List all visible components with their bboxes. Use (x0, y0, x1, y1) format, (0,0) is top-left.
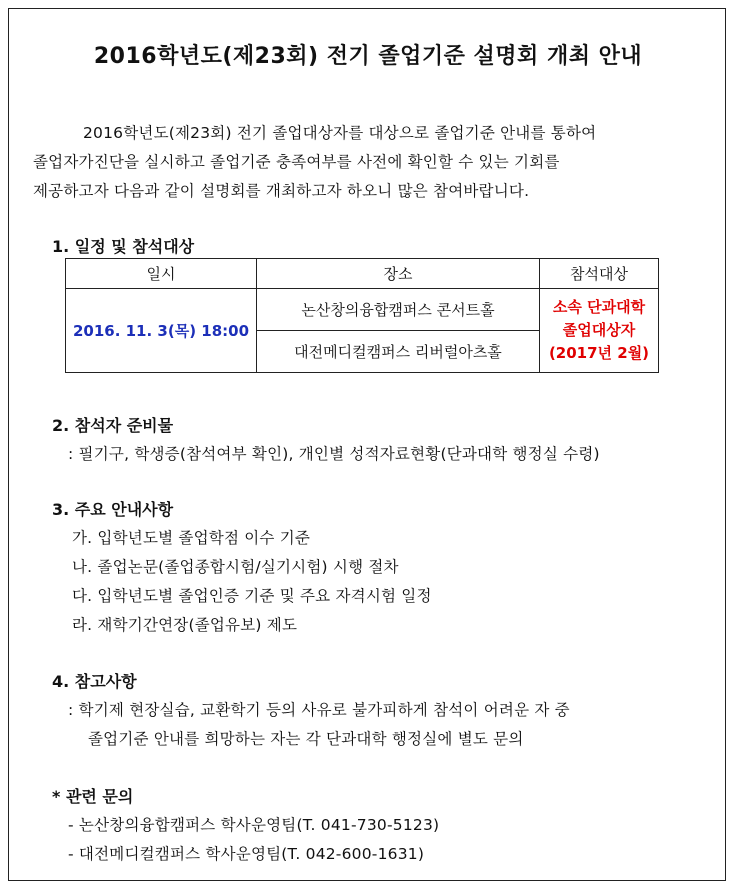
target-line-3: (2017년 2월) (548, 344, 650, 362)
section3-item-1: 가. 입학년도별 졸업학점 이수 기준 (72, 529, 311, 547)
intro-line-2: 졸업자가진단을 실시하고 졸업기준 충족여부를 사전에 확인할 수 있는 기회를 (33, 153, 560, 171)
section4-heading: 4. 참고사항 (52, 672, 137, 691)
page-title: 2016학년도(제23회) 전기 졸업기준 설명회 개최 안내 (93, 44, 643, 69)
contact-heading: * 관련 문의 (52, 787, 134, 806)
header-place: 장소 (257, 259, 540, 289)
datetime-cell: 2016. 11. 3(목) 18:00 (66, 289, 257, 373)
schedule-table (65, 258, 659, 373)
target-line-1: 소속 단과대학 (552, 298, 646, 316)
section3-item-4: 라. 재학기간연장(졸업유보) 제도 (72, 616, 298, 634)
target-cell (540, 289, 659, 373)
target-line-2: 졸업대상자 (562, 321, 636, 339)
section3-item-2: 나. 졸업논문(졸업종합시험/실기시험) 시행 절차 (72, 558, 399, 576)
contact-daejeon: - 대전메디컬캠퍼스 학사운영팀(T. 042-600-1631) (68, 845, 425, 863)
section3-item-3: 다. 입학년도별 졸업인증 기준 및 주요 자격시험 일정 (72, 587, 432, 605)
section4-line-2: 졸업기준 안내를 희망하는 자는 각 단과대학 행정실에 별도 문의 (88, 730, 524, 748)
place-nonsan: 논산창의융합캠퍼스 콘서트홀 (257, 289, 540, 331)
intro-line-3: 제공하고자 다음과 같이 설명회를 개최하고자 하오니 많은 참여바랍니다. (33, 182, 530, 200)
section3-heading: 3. 주요 안내사항 (52, 500, 174, 519)
section2-text: : 필기구, 학생증(참석여부 확인), 개인별 성적자료현황(단과대학 행정실 수령) (68, 445, 600, 463)
header-datetime: 일시 (66, 259, 257, 289)
table-header-row (66, 259, 659, 289)
contact-nonsan: - 논산창의융합캠퍼스 학사운영팀(T. 041-730-5123) (68, 816, 440, 834)
section2-heading: 2. 참석자 준비물 (52, 416, 174, 435)
table-row (66, 289, 659, 331)
header-target: 참석대상 (540, 259, 659, 289)
section4-line-1: : 학기제 현장실습, 교환학기 등의 사유로 불가피하게 참석이 어려운 자 중 (68, 701, 570, 719)
place-daejeon: 대전메디컬캠퍼스 리버럴아츠홀 (257, 331, 540, 373)
intro-line-1: 2016학년도(제23회) 전기 졸업대상자를 대상으로 졸업기준 안내를 통하여 (83, 124, 597, 142)
section1-heading: 1. 일정 및 참석대상 (52, 237, 195, 256)
